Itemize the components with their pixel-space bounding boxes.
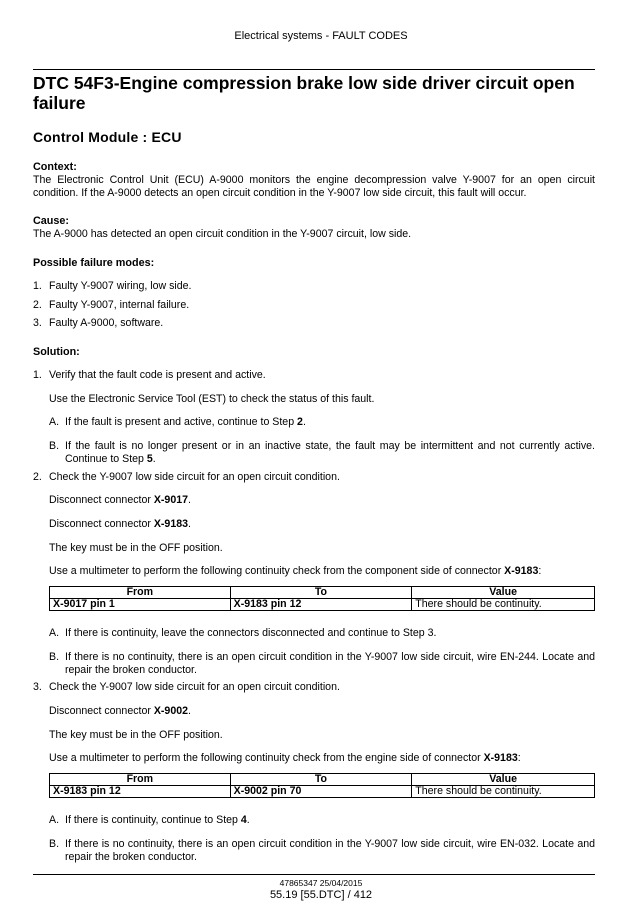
step-3-key-note: The key must be in the OFF position. [49,729,223,741]
list-number: 1. [33,280,42,292]
option-text: If there is no continuity, there is an open circuit condition in the Y-9007 low side circuit, wire EN-244. Locate and repair the broken conductor. [65,651,595,676]
list-number: 3. [33,317,42,329]
footer-divider [33,874,595,875]
context-text: The Electronic Control Unit (ECU) A-9000 monitors the engine decompression valve Y-9007 for an open circuit condition. If the A-9000 detects an open circuit condition in the Y-9007 low side circuit, this fault will occur. [33,174,595,199]
list-text: Faulty Y-9007 wiring, low side. [49,280,192,292]
column-header-from: From [50,587,231,599]
list-text: Faulty Y-9007, internal failure. [49,299,190,311]
failure-modes-heading: Possible failure modes: [33,257,155,269]
option-letter: B. [49,651,60,663]
cell-from: X-9183 pin 12 [50,786,231,798]
column-header-to: To [230,774,412,786]
cell-from: X-9017 pin 1 [50,599,231,611]
column-header-to: To [230,587,412,599]
footer-doc-ref: 47865347 25/04/2015 [279,878,363,888]
table-header-row [50,587,595,599]
option-text: If there is continuity, continue to Step 4. [65,814,250,826]
step-text: Check the Y-9007 low side circuit for an open circuit condition. [49,471,340,483]
solution-heading: Solution: [33,346,80,358]
table-row [50,599,595,611]
context-heading: Context: [33,161,77,173]
column-header-value: Value [412,587,595,599]
option-text: If there is no continuity, there is an open circuit condition in the Y-9007 low side circuit, wire EN-032. Locate and repair the broken conductor. [65,838,595,863]
step-text: Check the Y-9007 low side circuit for an open circuit condition. [49,681,340,693]
cell-to: X-9183 pin 12 [230,599,412,611]
step-number: 2. [33,471,42,483]
footer-page-number: 55.19 [55.DTC] / 412 [269,889,373,901]
option-text: If there is continuity, leave the connectors disconnected and continue to Step 3. [65,627,437,639]
list-text: Faulty A-9000, software. [49,317,164,329]
cell-to: X-9002 pin 70 [230,786,412,798]
option-text: If the fault is present and active, continue to Step 2. [65,416,306,428]
cause-heading: Cause: [33,215,70,227]
step-number: 3. [33,681,42,693]
cause-text: The A-9000 has detected an open circuit condition in the Y-9007 circuit, low side. [33,228,412,240]
step-2-key-note: The key must be in the OFF position. [49,542,223,554]
page-title: DTC 54F3-Engine compression brake low side driver circuit open failure [33,73,575,113]
list-number: 2. [33,299,42,311]
page-header: Electrical systems - FAULT CODES [234,30,408,42]
control-module-heading: Control Module : ECU [33,129,182,145]
step-3-disconnect: Disconnect connector X-9002. [49,705,191,717]
option-letter: B. [49,440,60,452]
option-letter: B. [49,838,60,850]
step-2-disconnect-1: Disconnect connector X-9017. [49,494,191,506]
step-1-note: Use the Electronic Service Tool (EST) to check the status of this fault. [49,393,375,405]
option-letter: A. [49,627,60,639]
option-letter: A. [49,416,60,428]
column-header-value: Value [412,774,595,786]
step-3-multimeter-instruction: Use a multimeter to perform the following continuity check from the engine side of connector X-9183: [49,752,521,764]
step-text: Verify that the fault code is present and active. [49,369,266,381]
header-divider [33,69,595,70]
table-header-row [50,774,595,786]
table-row [50,786,595,798]
step-2-multimeter-instruction: Use a multimeter to perform the following continuity check from the component side of connector X-9183: [49,565,542,577]
option-text: If the fault is no longer present or in an inactive state, the fault may be intermittent and not currently active. Continue to Step 5. [65,440,595,465]
cell-value: There should be continuity. [412,786,595,798]
continuity-table-1 [49,586,595,611]
cell-value: There should be continuity. [412,599,595,611]
column-header-from: From [50,774,231,786]
step-2-disconnect-2: Disconnect connector X-9183. [49,518,191,530]
continuity-table-2 [49,773,595,798]
step-number: 1. [33,369,42,381]
option-letter: A. [49,814,60,826]
